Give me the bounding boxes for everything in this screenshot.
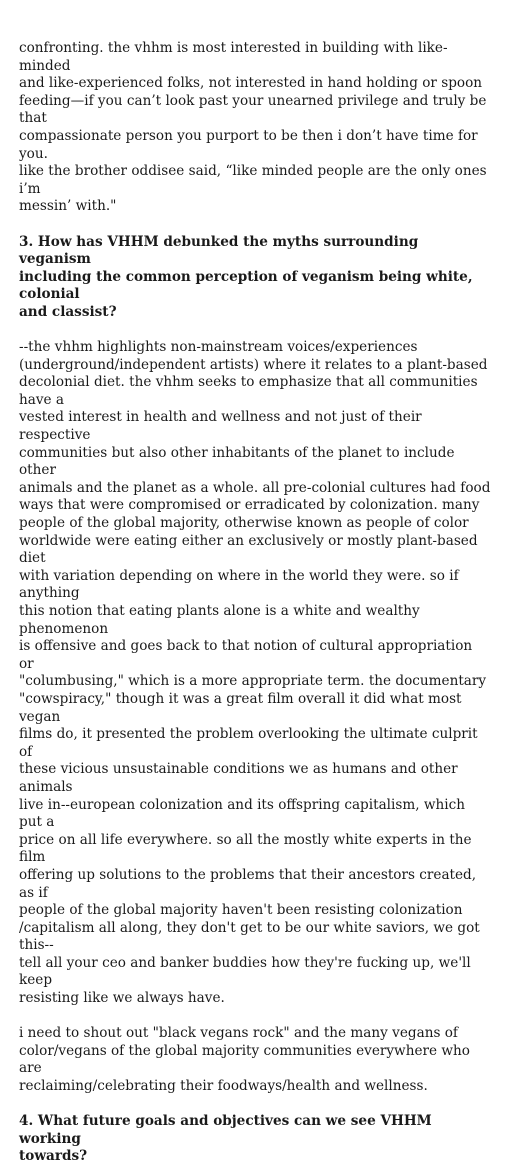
paragraph-spacer xyxy=(19,216,491,234)
paragraph-spacer xyxy=(19,1008,491,1026)
paragraph-spacer xyxy=(19,322,491,340)
answer-3-paragraph-1: --the vhhm highlights non-mainstream voices/experiences (underground/independent artists) where it relates to a plant-based decolonial diet. the vhhm seeks to emphasize that all communities have a vested interest in health and wellness and not just of their respective communities but also other inhabitants of the planet to include other animals and the planet as a whole. all pre-colonial cultures had food ways that were compromised or erradicated by colonization. many people of the global majority, otherwise known as people of color worldwide were eating either an exclusively or mostly plant-based diet with variation depending on where in the world they were. so if anything this notion that eating plants alone is a white and wealthy phenomenon is offensive and goes back to that notion of cultural appropriation or "columbusing," which is a more appropriate term. the documentary "cowspiracy," though it was a great film overall it did what most vegan films do, it presented the problem overlooking the ultimate culprit of these vicious unsustainable conditions we as humans and other animals live in--european colonization and its offspring capitalism, which put a price on all life everywhere. so all the mostly white experts in the film offering up solutions to the problems that their ancestors created, as if people of the global majority haven't been resisting colonization /capitalism all along, they don't get to be our white saviors, we got this-- tell all your ceo and banker buddies how they're fucking up, we'll keep resisting like we always have. xyxy=(19,339,491,1007)
document-page xyxy=(19,40,491,1166)
paragraph-spacer xyxy=(19,1096,491,1114)
question-3-heading: 3. How has VHHM debunked the myths surrounding veganism including the common perception of veganism being white, colonial and classist? xyxy=(19,233,473,320)
answer-3-paragraph-2: i need to shout out "black vegans rock" and the many vegans of color/vegans of the global majority communities everywhere who are reclaiming/celebrating their foodways/health and wellness. xyxy=(19,1025,470,1095)
intro-paragraph: confronting. the vhhm is most interested in building with like-minded and like-experienced folks, not interested in hand holding or spoon feeding—if you can’t look past your unearned privilege and truly be that compassionate person you purport to be then i don’t have time for you. like the brother oddisee said, “like minded people are the only ones i’m messin’ with." xyxy=(19,40,487,215)
question-4-heading: 4. What future goals and objectives can we see VHHM working towards? xyxy=(19,1113,432,1165)
